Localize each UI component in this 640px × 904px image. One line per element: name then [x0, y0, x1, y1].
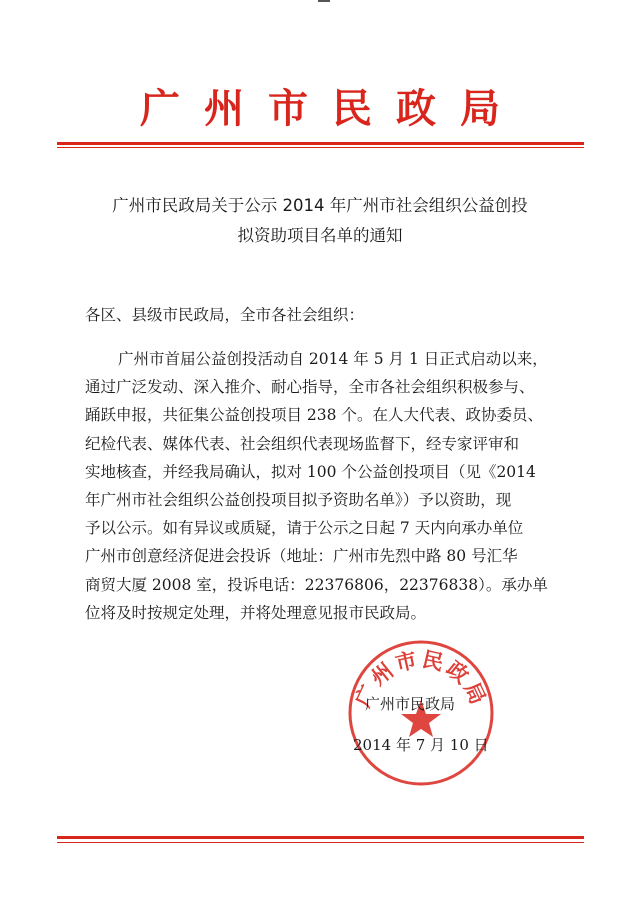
letterhead-rule-thin [57, 147, 584, 148]
body-line: 予以公示。如有异议或质疑，请于公示之日起 7 天内向承办单位 [85, 519, 524, 538]
body-line: 纪检代表、媒体代表、社会组织代表现场监督下，经专家评审和 [85, 434, 520, 453]
notice-title [70, 191, 570, 251]
body-line: 踊跃申报，共征集公益创投项目 238 个。在人大代表、政协委员、 [85, 406, 543, 425]
salutation: 各区、县级市民政局，全市各社会组织： [85, 306, 365, 324]
footer-rule-thin [57, 842, 584, 843]
body-line: 广州市首届公益创投活动自 2014 年 5 月 1 日正式启动以来， [118, 350, 548, 368]
signature-org: 广州市民政局 [365, 695, 456, 713]
body-line: 通过广泛发动、深入推介、耐心指导，全市各社会组织积极参与、 [85, 378, 535, 397]
body-line: 实地核查，并经我局确认，拟对 100 个公益创投项目（见《2014 [85, 462, 536, 481]
body-line: 广州市创意经济促进会投诉（地址：广州市先烈中路 80 号汇华 [85, 547, 518, 566]
body-line: 商贸大厦 2008 室，投诉电话：22376806，22376838）。承办单 [85, 575, 548, 594]
footer-rule-thick [57, 836, 584, 839]
notice-title-line: 拟资助项目名单的通知 [237, 226, 403, 245]
scan-mark [318, 0, 330, 2]
seal-text: 广州市民政局 [350, 647, 492, 711]
body-line: 位将及时按规定处理，并将处理意见报市民政局。 [85, 603, 427, 622]
signature-date: 2014 年 7 月 10 日 [353, 736, 489, 754]
letterhead-rule-thick [57, 142, 584, 145]
notice-title-line: 广州市民政局关于公示 2014 年广州市社会组织公益创投 [112, 196, 528, 215]
letterhead-title: 广州市民政局 [140, 85, 524, 132]
body-line: 年广州市社会组织公益创投项目拟予资助名单》）予以资助，现 [85, 491, 512, 510]
notice-body [85, 345, 585, 627]
